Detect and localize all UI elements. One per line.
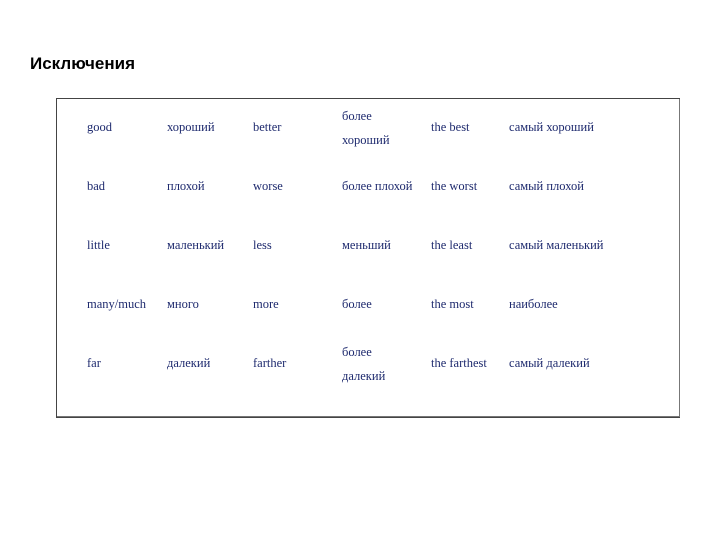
table-cell: farther	[253, 356, 287, 370]
table-frame-bottom-line	[57, 416, 679, 417]
table-cell: самый плохой	[509, 179, 584, 193]
table-cell: better	[253, 120, 282, 134]
table-cell: good	[87, 120, 112, 134]
table-cell: плохой	[167, 179, 205, 193]
table-cell-line: далекий	[342, 368, 386, 383]
table-cell: far	[87, 356, 101, 370]
table-cell: далекий	[167, 356, 211, 370]
table-cell-line: более	[342, 108, 372, 123]
table-cell: маленький	[167, 238, 225, 252]
table-cell: более	[342, 297, 372, 311]
table-cell	[339, 98, 428, 157]
table-cell: less	[253, 238, 272, 252]
table-cell: the farthest	[431, 356, 487, 370]
table-row	[56, 216, 680, 275]
table-row	[56, 157, 680, 216]
table-row	[56, 334, 680, 393]
table-cell: меньший	[342, 238, 391, 252]
table-cell: worse	[253, 179, 283, 193]
table-cell: the most	[431, 297, 474, 311]
table-row	[56, 275, 680, 334]
table-cell: little	[87, 238, 110, 252]
table-cell: the best	[431, 120, 470, 134]
table-cell: хороший	[167, 120, 215, 134]
table-cell: самый маленький	[509, 238, 604, 252]
table-cell-line: хороший	[342, 132, 390, 147]
table-cell: самый далекий	[509, 356, 590, 370]
table-row	[56, 98, 680, 157]
exceptions-table	[56, 98, 680, 393]
table-cell: более плохой	[342, 179, 413, 193]
table-cell: the least	[431, 238, 473, 252]
table-cell	[339, 334, 428, 393]
table-cell: more	[253, 297, 279, 311]
table-cell: много	[167, 297, 199, 311]
table-cell: bad	[87, 179, 106, 193]
table-cell: наиболее	[509, 297, 558, 311]
table-cell: самый хороший	[509, 120, 594, 134]
table-cell: the worst	[431, 179, 478, 193]
page-title: Исключения	[30, 54, 136, 73]
table-cell-line: более	[342, 344, 372, 359]
table-cell: many/much	[87, 297, 147, 311]
